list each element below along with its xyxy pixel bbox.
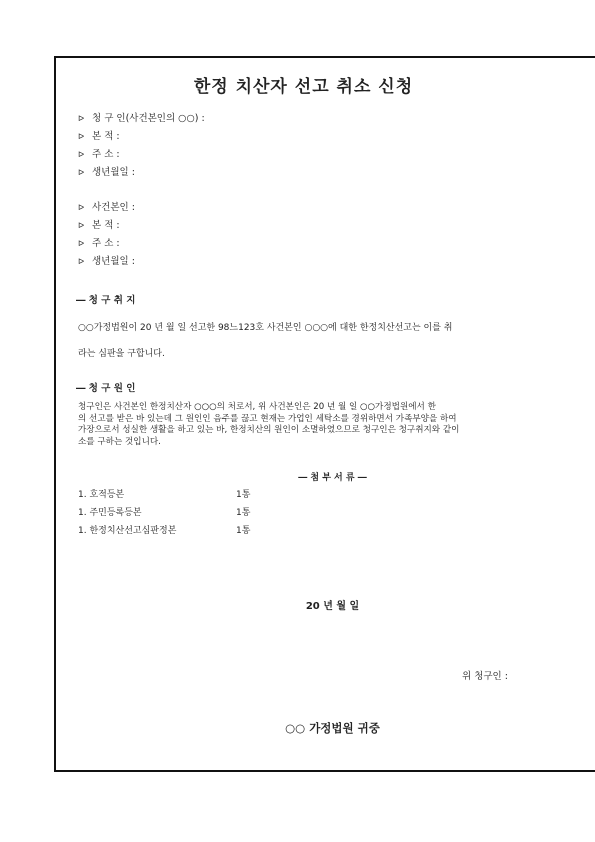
- attachments-heading: ― 첨 부 서 류 ―: [298, 473, 367, 483]
- triangle-bullet-icon: ᐅ: [78, 150, 85, 159]
- document-title: 한정 치산자 선고 취소 신청: [193, 77, 414, 97]
- attachment-label: 1. 호적등본: [78, 490, 125, 500]
- triangle-bullet-icon: ᐅ: [78, 203, 85, 212]
- field-label: 생년월일 :: [92, 167, 135, 178]
- field-label: 본 적 :: [92, 220, 120, 231]
- attachment-label: 1. 한정치산선고심판정본: [78, 526, 177, 536]
- attachment-count: 1통: [236, 508, 251, 518]
- applicant-fields: [78, 110, 205, 182]
- applicant-field-row: [78, 146, 205, 164]
- court-addressee: ○○ 가정법원 귀중: [285, 721, 380, 735]
- attachment-label: 1. 주민등록등본: [78, 508, 142, 518]
- triangle-bullet-icon: ᐅ: [78, 239, 85, 248]
- reason-text-line: 의 선고를 받은 바 있는데 그 원인인 음주를 끊고 현재는 가업인 세탁소를 경위하면서 가족부양을 하여: [78, 413, 457, 424]
- subject-field-row: [78, 199, 135, 217]
- reason-text-line: 청구인은 사건본인 한정치산자 ○○○의 처로서, 위 사건본인은 20 년 월 일 ○○가정법원에서 한: [78, 402, 436, 412]
- subject-field-row: [78, 217, 135, 235]
- attachment-count: 1통: [236, 526, 251, 536]
- subject-field-row: [78, 253, 135, 271]
- triangle-bullet-icon: ᐅ: [78, 257, 85, 266]
- attachment-count: 1통: [236, 490, 251, 500]
- attachment-item: [78, 504, 278, 522]
- triangle-bullet-icon: ᐅ: [78, 221, 85, 230]
- field-label: 생년월일 :: [92, 256, 135, 267]
- attachment-item: [78, 486, 278, 504]
- filing-date: 20 년 월 일: [305, 601, 360, 612]
- field-label: 사건본인 :: [92, 202, 135, 213]
- field-label: 청 구 인(사건본인의 ○○) :: [92, 113, 205, 124]
- applicant-field-row: [78, 164, 205, 182]
- field-label: 주 소 :: [92, 238, 120, 249]
- signature-line: 위 청구인 :: [462, 671, 508, 682]
- reason-text-line: 가장으로서 성실한 생활을 하고 있는 바, 한정치산의 원인이 소멸하였으므로 청구인은 청구취지와 같이: [78, 425, 460, 435]
- attachment-item: [78, 522, 278, 540]
- purpose-text-line: ○○가정법원이 20 년 월 일 선고한 98느123호 사건본인 ○○○에 대한 한정치산선고는 이를 취: [78, 323, 453, 333]
- applicant-field-row: [78, 128, 205, 146]
- applicant-field-row: [78, 110, 205, 128]
- reason-paragraph: [78, 402, 459, 448]
- attachments-list: [78, 486, 278, 540]
- purpose-text-line: 라는 심판을 구합니다.: [78, 349, 165, 359]
- reason-heading: ― 청 구 원 인: [76, 383, 136, 394]
- field-label: 주 소 :: [92, 149, 120, 160]
- subject-fields: [78, 199, 135, 271]
- purpose-heading: ― 청 구 취 지: [76, 295, 136, 306]
- triangle-bullet-icon: ᐅ: [78, 132, 85, 141]
- field-label: 본 적 :: [92, 131, 120, 142]
- triangle-bullet-icon: ᐅ: [78, 168, 85, 177]
- subject-field-row: [78, 235, 135, 253]
- triangle-bullet-icon: ᐅ: [78, 114, 85, 123]
- reason-text-line: 소를 구하는 것입니다.: [78, 436, 161, 447]
